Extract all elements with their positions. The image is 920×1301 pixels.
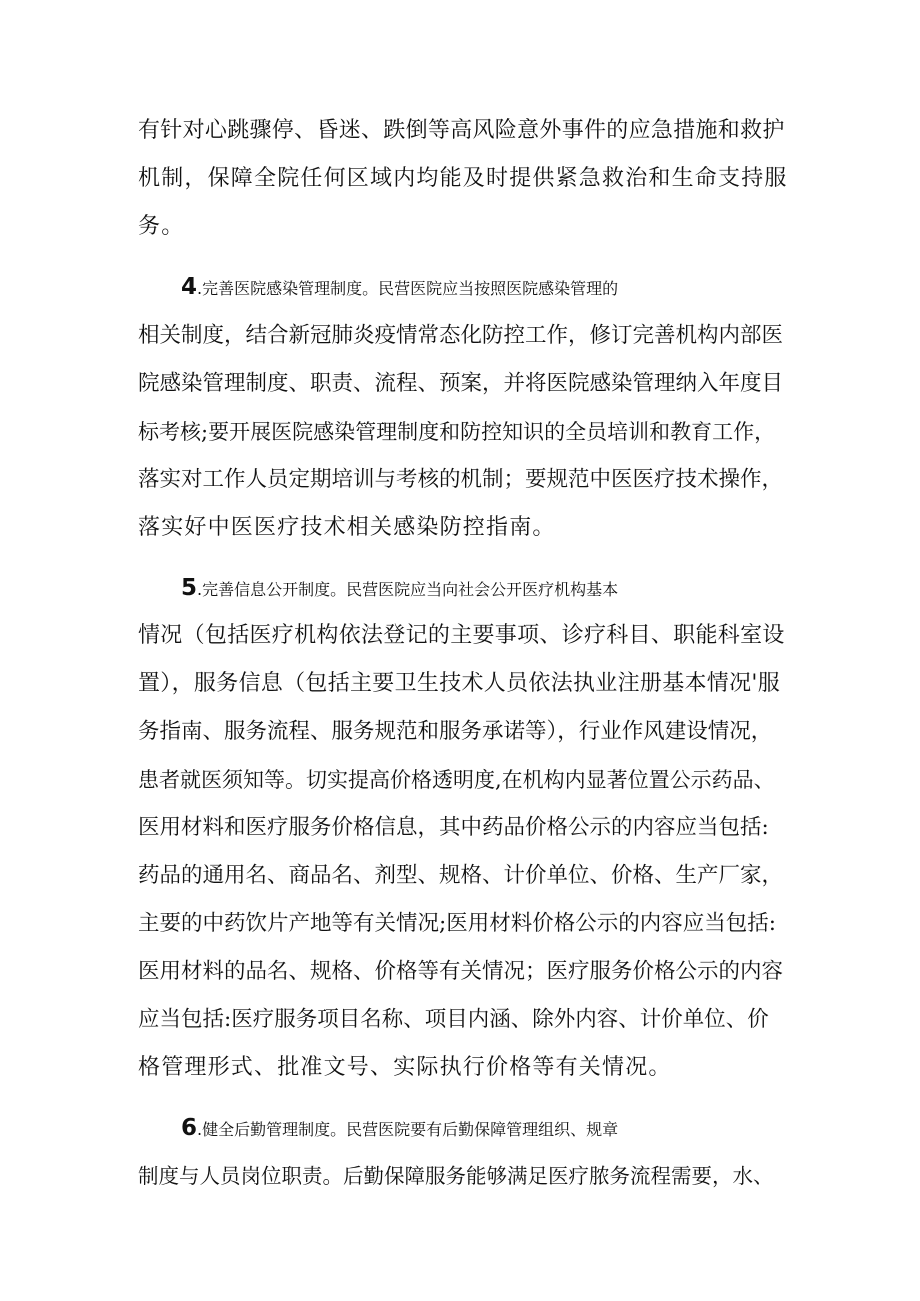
paragraph-5-line-1-text: .完善信息公开制度。民营医院应当向社会公开医疗机构基本	[197, 580, 619, 599]
paragraph-4-line-3: 院感染管理制度、职责、流程、预案，并将医院感染管理纳入年度目	[138, 371, 784, 396]
paragraph-6-line-1	[181, 1113, 831, 1145]
paragraph-5-line-8: 主要的中药饮片产地等有关情况;医用材料价格公示的内容应当包括:	[138, 911, 776, 936]
paragraph-4-line-1-text: .完善医院感染管理制度。民营医院应当按照医院感染管理的	[197, 279, 619, 298]
paragraph-5-line-3: 置），服务信息（包括主要卫生技术人员依法执业注册基本情况'服	[138, 671, 781, 696]
paragraph-1-line-2: 机制，保障全院任何区域内均能及时提供紧急救治和生命支持服	[138, 166, 788, 191]
paragraph-5-line-5: 患者就医须知等。切实提高价格透明度,在机构内显著位置公示药品、	[138, 768, 775, 792]
paragraph-6-line-2: 制度与人员岗位职责。后勤保障服务能够满足医疗脓务流程需要，水、	[138, 1164, 774, 1188]
paragraph-5-line-1	[181, 573, 831, 605]
paragraph-5-line-11: 格管理形式、批准文号、实际执行价格等有关情况。	[138, 1055, 672, 1080]
paragraph-5-line-4: 务指南、服务流程、服务规范和服务承诺等），行业作风建设情况，	[138, 719, 773, 744]
paragraph-4-number: 4	[181, 274, 198, 300]
paragraph-5-number: 5	[181, 575, 198, 601]
paragraph-5-line-10: 应当包括:医疗服务项目名称、项目内涵、除外内容、计价单位、价	[138, 1007, 769, 1032]
paragraph-4-line-5: 落实对工作人员定期培训与考核的机制；要规范中医医疗技术操作，	[138, 467, 784, 492]
paragraph-1-line-1: 有针对心跳骤停、昏迷、跌倒等高风险意外事件的应急措施和救护	[138, 118, 785, 143]
paragraph-4-line-6: 落实好中医医疗技术相关感染防控指南。	[138, 515, 556, 540]
paragraph-1-line-3: 务。	[138, 214, 185, 239]
paragraph-6-line-1-text: .健全后勤管理制度。民营医院要有后勤保障管理组织、规章	[197, 1120, 619, 1139]
paragraph-5-line-9: 医用材料的品名、规格、价格等有关情况；医疗服务价格公示的内容	[138, 959, 784, 984]
paragraph-4-line-2: 相关制度，结合新冠肺炎疫情常态化防控工作，修订完善机构内部医	[138, 323, 784, 348]
paragraph-6-number: 6	[181, 1115, 198, 1141]
paragraph-5-line-6: 医用材料和医疗服务价格信息，其中药品价格公示的内容应当包括:	[138, 815, 769, 840]
paragraph-4-line-1	[181, 272, 831, 304]
paragraph-5-line-2: 情况（包括医疗机构依法登记的主要事项、诊疗科目、职能科室设	[138, 623, 785, 648]
paragraph-5-line-7: 药品的通用名、商品名、剂型、规格、计价单位、价格、生产厂家，	[138, 863, 784, 888]
paragraph-4-line-4: 标考核;要开展医院感染管理制度和防控知识的全员培训和教育工作，	[138, 420, 776, 444]
